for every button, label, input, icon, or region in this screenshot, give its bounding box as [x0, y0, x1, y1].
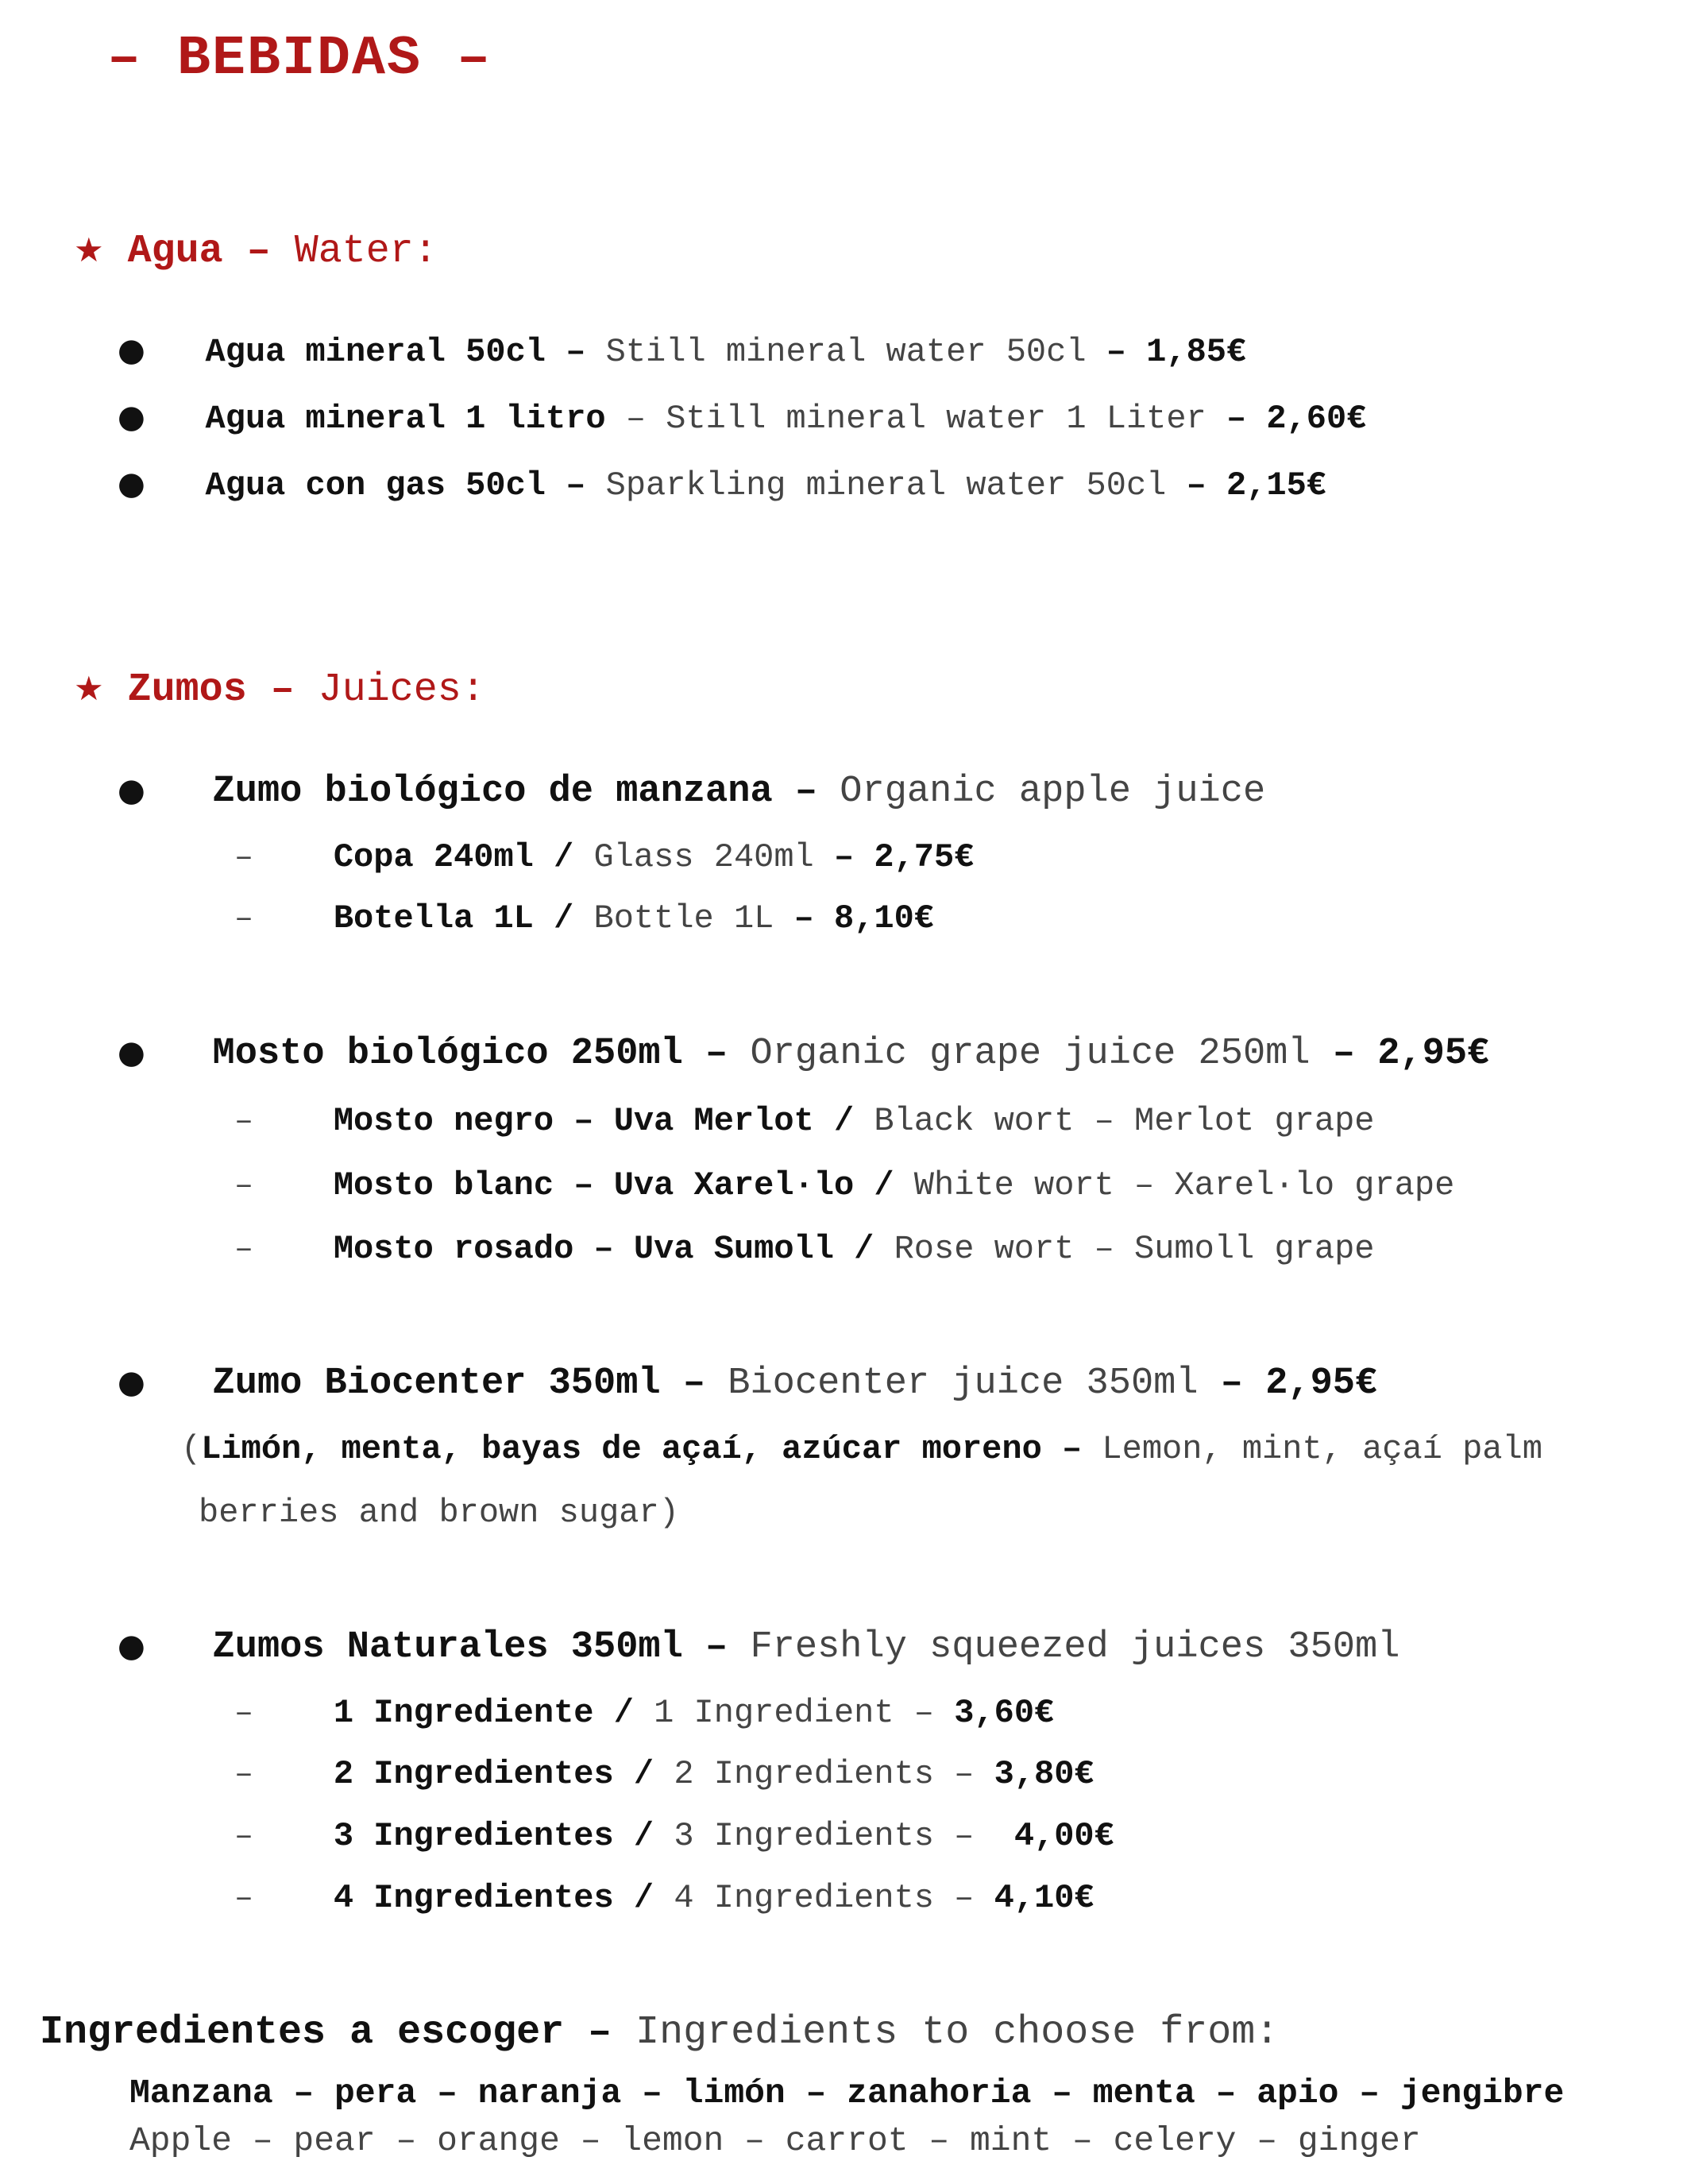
dash-marker: – [234, 1696, 254, 1732]
dash-marker: – [234, 1169, 254, 1204]
bullet-icon: ● [118, 1628, 145, 1664]
sub-item-es: Copa 240ml / [333, 838, 574, 876]
sub-item-en: Rose wort – Sumoll grape [894, 1230, 1375, 1268]
sub-item-price: – 2,75€ [833, 838, 975, 876]
section-water-heading [74, 229, 438, 274]
list-item [118, 399, 1366, 438]
item-name-es: Agua con gas 50cl – [205, 466, 586, 504]
sub-item-es: Botella 1L / [333, 899, 574, 937]
list-item [118, 332, 1246, 371]
dash-marker: – [234, 841, 254, 876]
juices-heading-sep: – [270, 667, 295, 713]
sub-item-en: Bottle 1L [593, 899, 774, 937]
water-heading-en: Water: [294, 229, 438, 274]
sub-item [234, 1230, 1374, 1268]
desc-en-line2: berries and brown sugar) [199, 1494, 679, 1532]
juices-heading-es: Zumos [127, 667, 247, 713]
dash-marker: – [234, 1232, 254, 1268]
page-title: – BEBIDAS – [107, 28, 492, 91]
item-price: – 2,95€ [1220, 1363, 1378, 1405]
star-icon: ★ [74, 230, 104, 269]
sub-item-en: 2 Ingredients – [674, 1755, 975, 1793]
sub-item-en: Black wort – Merlot grape [874, 1102, 1375, 1140]
sub-item [234, 1166, 1454, 1204]
sub-item-price: 4,10€ [994, 1879, 1095, 1917]
bullet-icon: ● [118, 399, 145, 435]
sub-item-es: Mosto negro – Uva Merlot / [333, 1102, 855, 1140]
sub-item-en: 1 Ingredient – [654, 1694, 934, 1732]
star-icon: ★ [74, 669, 104, 708]
sub-item [234, 1817, 1114, 1855]
sub-item-en: Glass 240ml [593, 838, 814, 876]
bullet-icon: ● [118, 772, 145, 809]
water-heading-sep: – [246, 229, 271, 274]
item-description [181, 1430, 1542, 1468]
list-item-grape-juice [118, 1033, 1489, 1075]
sub-item-price: 3,80€ [994, 1755, 1095, 1793]
dash-marker: – [234, 1104, 254, 1140]
list-item-biocenter-juice [118, 1363, 1377, 1405]
dash-marker: – [234, 1757, 254, 1793]
desc-open-paren: ( [181, 1430, 202, 1468]
bullet-icon: ● [118, 466, 145, 502]
list-item-natural-juices [118, 1626, 1400, 1668]
sub-item-price: 3,60€ [954, 1694, 1055, 1732]
item-name-es: Zumos Naturales 350ml – [212, 1626, 728, 1668]
sub-item-price: – 8,10€ [793, 899, 935, 937]
dash-marker: – [234, 1881, 254, 1917]
bullet-icon: ● [118, 1034, 145, 1071]
sub-item-es: 1 Ingrediente / [333, 1694, 634, 1732]
item-name-en: – Still mineral water 1 Liter [625, 400, 1206, 438]
sub-item [234, 1755, 1095, 1793]
sub-item-en: 4 Ingredients – [674, 1879, 975, 1917]
water-heading-es: Agua [127, 229, 223, 274]
ingredients-heading-es: Ingredientes a escoger – [40, 2010, 612, 2055]
juices-heading-en: Juices: [318, 667, 485, 713]
item-name-en: Sparkling mineral water 50cl [605, 466, 1167, 504]
item-name-en: Organic grape juice 250ml [750, 1033, 1311, 1075]
dash-marker: – [234, 1819, 254, 1855]
ingredients-list-en [129, 2121, 1421, 2160]
item-name-es: Agua mineral 1 litro [205, 400, 606, 438]
sub-item-es: Mosto rosado – Uva Sumoll / [333, 1230, 874, 1268]
sub-item [234, 1694, 1054, 1732]
ingredients-heading [40, 2010, 1279, 2055]
ingredients-list-es [129, 2074, 1564, 2112]
sub-item [234, 899, 934, 937]
item-name-en: Biocenter juice 350ml [728, 1363, 1199, 1405]
desc-en-line1: Lemon, mint, açaí palm [1102, 1430, 1542, 1468]
ingredients-heading-en: Ingredients to choose from: [635, 2010, 1280, 2055]
sub-item-price: 4,00€ [994, 1817, 1114, 1855]
item-name-en: Freshly squeezed juices 350ml [750, 1626, 1400, 1668]
sub-item-es: 3 Ingredientes / [333, 1817, 654, 1855]
item-price: – 1,85€ [1106, 333, 1247, 371]
sub-item [234, 838, 974, 876]
item-name-es: Zumo Biocenter 350ml – [212, 1363, 706, 1405]
sub-item [234, 1102, 1374, 1140]
item-price: – 2,60€ [1226, 400, 1367, 438]
item-name-es: Zumo biológico de manzana – [212, 771, 818, 813]
item-name-es: Mosto biológico 250ml – [212, 1033, 728, 1075]
sub-item-es: Mosto blanc – Uva Xarel·lo / [333, 1166, 894, 1204]
item-description-cont [199, 1494, 679, 1532]
sub-item-en: 3 Ingredients – [674, 1817, 975, 1855]
ingredients-list-en-text: Apple – pear – orange – lemon – carrot – mint – celery – ginger [129, 2121, 1421, 2160]
section-juices-heading [74, 667, 485, 713]
dash-marker: – [234, 902, 254, 937]
item-price: – 2,15€ [1186, 466, 1327, 504]
list-item-apple-juice [118, 771, 1265, 813]
bullet-icon: ● [118, 1364, 145, 1401]
sub-item-es: 2 Ingredientes / [333, 1755, 654, 1793]
item-name-es: Agua mineral 50cl – [205, 333, 586, 371]
sub-item [234, 1879, 1095, 1917]
list-item [118, 466, 1326, 504]
ingredients-list-es-text: Manzana – pera – naranja – limón – zanahoria – menta – apio – jengibre [129, 2074, 1565, 2112]
desc-es: Limón, menta, bayas de açaí, azúcar moreno – [201, 1430, 1083, 1468]
sub-item-es: 4 Ingredientes / [333, 1879, 654, 1917]
item-name-en: Still mineral water 50cl [605, 333, 1087, 371]
item-price: – 2,95€ [1332, 1033, 1490, 1075]
item-name-en: Organic apple juice [840, 771, 1266, 813]
sub-item-en: White wort – Xarel·lo grape [913, 1166, 1455, 1204]
bullet-icon: ● [118, 332, 145, 369]
